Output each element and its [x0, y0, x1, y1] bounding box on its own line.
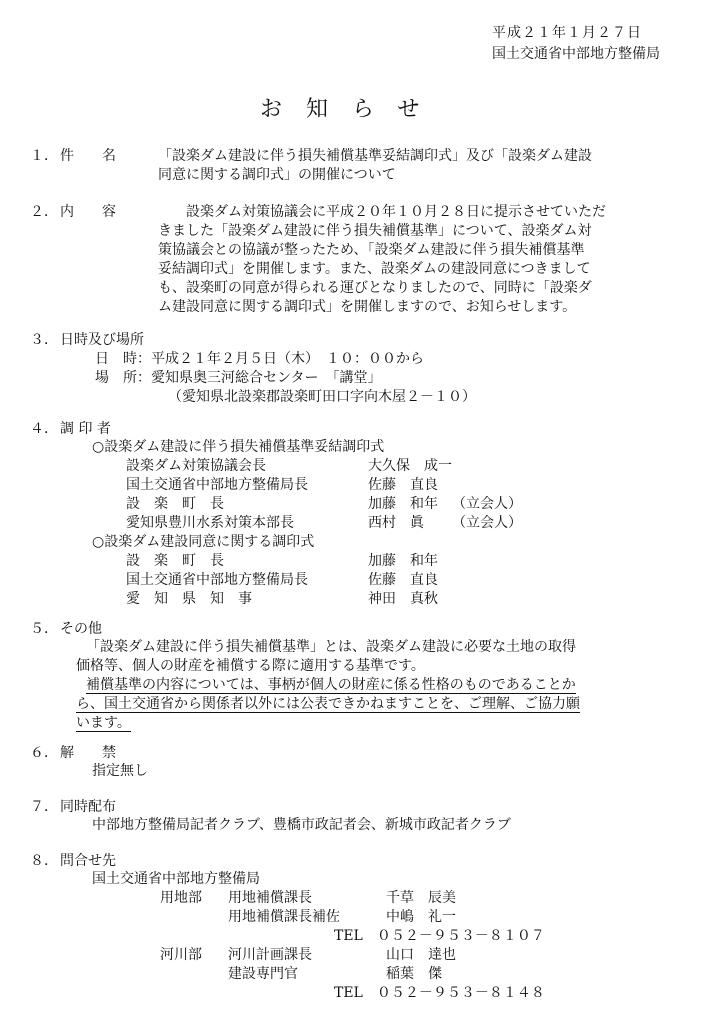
signatory-title: 設 楽 町 長	[126, 553, 224, 569]
signatory-name: 加藤 和年	[368, 496, 438, 512]
event-datetime: 日 時：平成２１年２月５日（木） １０：００から	[95, 351, 424, 367]
contact-phone: TEL ０５２－９５３－８１４８	[334, 985, 545, 1001]
page-title: お知らせ	[260, 97, 444, 122]
signatory-name: 加藤 和年	[368, 553, 438, 569]
section-number: ８．	[30, 853, 58, 869]
contact-name: 山口 達也	[386, 947, 456, 963]
contact-name: 中嶋 礼一	[386, 909, 456, 925]
issuing-office: 国土交通省中部地方整備局	[492, 46, 660, 62]
contact-name: 稲葉 傑	[386, 966, 442, 982]
contents-line: 策協議会との協議が整ったため、「設楽ダム建設に伴う損失補償基準	[158, 242, 585, 258]
event-address: （愛知県北設楽郡設楽町田口字向木屋２－１０）	[168, 389, 476, 405]
signatory-name: 佐藤 直良	[368, 477, 438, 493]
section-number: ２．	[30, 204, 58, 220]
signatory-note: （立会人）	[452, 515, 522, 531]
signatory-name: 神田 真秋	[368, 591, 438, 607]
signatory-name: 西村 眞	[368, 515, 424, 531]
contact-role: 河川計画課長	[228, 947, 312, 963]
ceremony-heading: ○設楽ダム建設に伴う損失補償基準妥結調印式	[92, 439, 385, 455]
signatory-title: 国土交通省中部地方整備局長	[126, 572, 308, 588]
signatory-title: 設 楽 町 長	[126, 496, 224, 512]
section-number: ５．	[30, 621, 58, 637]
ceremony-heading: ○設楽ダム建設同意に関する調印式	[92, 534, 315, 550]
underlined-text: 補償基準の内容については、事柄が個人の財産に係る性格のものであることか	[86, 677, 576, 693]
section-number: １．	[30, 148, 58, 164]
signatory-name: 大久保 成一	[368, 458, 452, 474]
section-label: 内 容	[60, 204, 116, 220]
section-number: ３．	[30, 332, 58, 348]
contents-line: 妥結調印式」を開催します。また、設楽ダムの建設同意につきまして	[158, 261, 591, 277]
notice-line-underlined	[86, 676, 576, 695]
contact-name: 千草 辰美	[386, 890, 456, 906]
signatory-title: 愛知県豊川水系対策本部長	[126, 515, 294, 531]
event-venue: 場 所：愛知県奥三河総合センター 「講堂」	[95, 370, 382, 386]
section-number: ６．	[30, 745, 58, 761]
section-label: 同時配布	[60, 799, 116, 815]
contents-line: きました「設楽ダム建設に伴う損失補償基準」について、設楽ダム対	[158, 223, 592, 239]
section-label: 調 印 者	[60, 421, 111, 437]
contact-department: 用地部	[160, 890, 202, 906]
section-label: 問合せ先	[60, 853, 116, 869]
section-label: 件 名	[60, 148, 116, 164]
contact-department: 河川部	[160, 947, 202, 963]
contact-role: 用地補償課長	[228, 890, 312, 906]
distribution-value: 中部地方整備局記者クラブ、豊橋市政記者会、新城市政記者クラブ	[92, 817, 511, 833]
subject-line: 「設楽ダム建設に伴う損失補償基準妥結調印式」及び「設楽ダム建設	[158, 148, 592, 164]
signatory-title: 愛 知 県 知 事	[126, 591, 252, 607]
signatory-title: 設楽ダム対策協議会長	[126, 458, 266, 474]
signatory-title: 国土交通省中部地方整備局長	[126, 477, 308, 493]
other-line: 「設楽ダム建設に伴う損失補償基準」とは、設楽ダム建設に必要な土地の取得	[86, 639, 576, 655]
section-label: その他	[60, 621, 102, 637]
section-label: 日時及び場所	[60, 332, 144, 348]
contents-line: ム建設同意に関する調印式」を開催しますので、お知らせします。	[158, 299, 577, 315]
other-line: 価格等、個人の財産を補償する際に適用する基準です。	[76, 658, 425, 674]
contact-role: 建設専門官	[228, 966, 298, 982]
embargo-value: 指定無し	[92, 763, 148, 779]
underlined-text: ら、国土交通省から関係者以外には公表できかねますことを、ご理解、ご協力願	[76, 696, 580, 712]
notice-line-underlined	[76, 714, 131, 733]
contents-line: も、設楽町の同意が得られる運びとなりましたので、同時に「設楽ダ	[158, 280, 592, 296]
signatory-name: 佐藤 直良	[368, 572, 438, 588]
section-number: ７．	[30, 799, 58, 815]
subject-line: 同意に関する調印式」の開催について	[158, 167, 396, 183]
signatory-note: （立会人）	[452, 496, 522, 512]
issue-date: 平成２１年１月２７日	[492, 25, 642, 41]
section-label: 解 禁	[60, 745, 116, 761]
contact-role: 用地補償課長補佐	[228, 909, 340, 925]
contact-phone: TEL ０５２－９５３－８１０７	[334, 928, 545, 944]
section-number: ４．	[30, 421, 58, 437]
underlined-text: います。	[76, 715, 131, 731]
contact-organization: 国土交通省中部地方整備局	[92, 871, 260, 887]
contents-line: 設楽ダム対策協議会に平成２０年１０月２８日に提示させていただ	[158, 204, 606, 220]
notice-line-underlined	[76, 695, 580, 714]
